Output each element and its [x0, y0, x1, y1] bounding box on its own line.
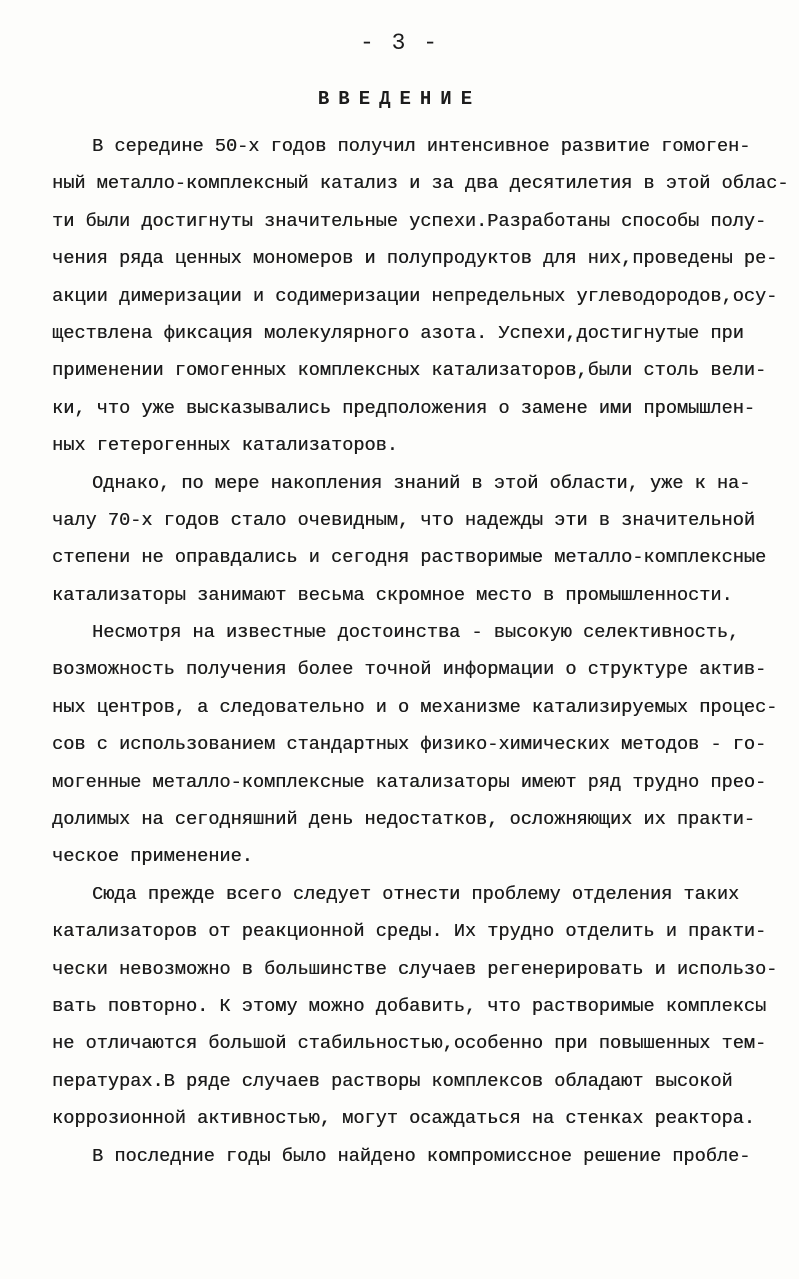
body-text [52, 128, 789, 1175]
text-line: долимых на сегодняшний день недостатков, осложняющих их практи- [52, 809, 755, 831]
page-number: - 3 - [359, 30, 439, 56]
text-line: ки, что уже высказывались предположения о замене ими промышлен- [52, 397, 755, 419]
text-line: пературах.В ряде случаев растворы комплексов обладают высокой [52, 1070, 733, 1092]
paragraph [52, 876, 778, 1138]
paragraph [52, 614, 778, 876]
text-line: не отличаются большой стабильностью,особенно при повышенных тем- [52, 1033, 767, 1055]
paragraph [52, 465, 767, 615]
text-line: вать повторно. К этому можно добавить, что растворимые комплексы [52, 995, 767, 1017]
text-line: чения ряда ценных мономеров и полупродуктов для них,проведены ре- [52, 248, 778, 270]
text-line: возможность получения более точной информации о структуре актив- [52, 659, 767, 681]
text-line: ческое применение. [52, 846, 253, 868]
text-line: коррозионной активностью, могут осаждаться на стенках реактора. [52, 1108, 755, 1130]
text-line: В последние годы было найдено компромиссное решение пробле- [92, 1145, 751, 1167]
text-line: чалу 70-х годов стало очевидным, что надежды эти в значительной [52, 509, 755, 531]
paragraph [52, 128, 789, 465]
text-line: ный металло-комплексный катализ и за два десятилетия в этой облас- [52, 173, 789, 195]
text-line: катализаторы занимают весьма скромное место в промышленности. [52, 584, 733, 606]
text-line: применении гомогенных комплексных катализаторов,были столь вели- [52, 360, 767, 382]
text-line: чески невозможно в большинстве случаев регенерировать и использо- [52, 958, 778, 980]
paragraph [52, 1138, 762, 1175]
text-line: ти были достигнуты значительные успехи.Разработаны способы полу- [52, 210, 767, 232]
text-line: ных центров, а следовательно и о механизме катализируемых процес- [52, 696, 778, 718]
text-line: ществлена фиксация молекулярного азота. Успехи,достигнутые при [52, 322, 744, 344]
text-line: сов с использованием стандартных физико-химических методов - го- [52, 734, 767, 756]
text-line: акции димеризации и содимеризации непредельных углеводородов,осу- [52, 285, 778, 307]
text-line: катализаторов от реакционной среды. Их трудно отделить и практи- [52, 921, 767, 943]
text-line: степени не оправдались и сегодня растворимые металло-комплексные [52, 547, 767, 569]
text-line: Сюда прежде всего следует отнести проблему отделения таких [92, 883, 740, 905]
section-heading: ВВЕДЕНИЕ [317, 88, 482, 110]
text-line: В середине 50-х годов получил интенсивное развитие гомоген- [92, 136, 751, 157]
text-line: Несмотря на известные достоинства - высокую селективность, [92, 622, 740, 644]
text-line: могенные металло-комплексные катализаторы имеют ряд трудно прео- [52, 771, 767, 793]
text-line: Однако, по мере накопления знаний в этой области, уже к на- [92, 472, 751, 494]
text-line: ных гетерогенных катализаторов. [52, 435, 398, 457]
